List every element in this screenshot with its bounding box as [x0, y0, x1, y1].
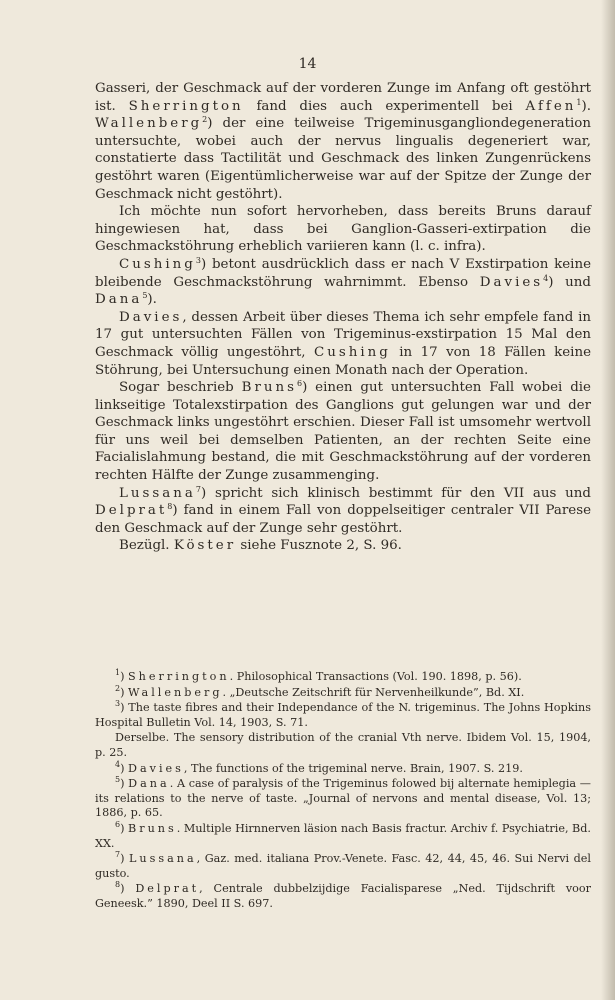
text-run: , The functions of the trigeminal nerve. Brain, 1907. S. 219. [183, 761, 523, 775]
text-run: ) spricht sich klinisch bestimmt für den VII aus und [200, 485, 591, 501]
footnote [95, 759, 591, 777]
text-run: Gasseri, der Geschmack auf der vorderen Zunge im Anfang oft gestöhrt ist. [95, 81, 591, 114]
author-name: Dana [95, 292, 143, 308]
footnote-marker-paren: ) [120, 852, 129, 866]
footnote-ref: 2 [202, 115, 208, 125]
footnote-marker-paren: ) [120, 685, 129, 699]
author-name: Dana [128, 777, 170, 791]
text-run: siehe Fusznote 2, S. 96. [236, 538, 402, 554]
author-name: Affen [525, 98, 577, 114]
author-name: Wallenberg [95, 116, 203, 132]
author-name: Sherrington [128, 98, 244, 114]
footnote [95, 701, 591, 730]
paragraph [95, 80, 591, 203]
footnote-marker: 4 [115, 759, 121, 769]
author-name: Cushing [313, 344, 391, 360]
footnote [95, 882, 591, 911]
footnote [95, 819, 591, 851]
footnote [95, 852, 591, 881]
paragraph [95, 379, 591, 485]
text-run: ) einen gut untersuchten Fall wobei die linkseitige Totalexstirpation des Ganglions gut gelungen war und der Geschmack links ungestöhrt erschien. Dieser Fall ist umsomehr wertvoll für uns weil bei demselben Patienten, an der rechten Seite eine Facialislahmung bestand, die mit Geschmackstöhrung auf der vorderen rechten Hälfte der Zunge zusammenging. [95, 380, 591, 484]
footnote-marker: 6 [115, 819, 121, 829]
text-run: Bezügl. [119, 538, 174, 554]
text-run: ) der eine teilweise Trigeminusgangliondegeneration untersuchte, wobei auch der nervus lingualis degeneriert war, constatierte dass Tactilität und Geschmack des linken Zungenrückens gestöhrt waren (Eigentümlicherweise war auf der Spitze der Zunge der Geschmack nicht gestöhrt). [95, 116, 591, 202]
text-run: fand dies auch experimentell bei [243, 98, 526, 114]
footnote-marker-paren: ) [120, 670, 129, 683]
footnote-ref: 6 [296, 379, 303, 389]
footnote-ref: 4 [543, 273, 549, 283]
author-name: Köster [173, 538, 237, 554]
author-name: Lussana [128, 852, 197, 866]
text-run: , Centrale dubbelzijdige Facialisparese „Ned. Tijdschrift voor Geneesk.” 1890, Deel II S. 697. [95, 882, 591, 910]
author-name: Cushing [119, 256, 196, 272]
text-run: in 17 von 18 Fällen keine Stöhrung, bei Untersuchung einen Monath nach der Operation. [95, 344, 592, 378]
author-name: Davies [479, 274, 544, 290]
footnote-ref: 5 [142, 291, 148, 301]
footnote-marker: 5 [115, 775, 121, 785]
paragraph [95, 537, 591, 555]
footnote-marker: 2 [115, 683, 121, 693]
footnote [95, 683, 591, 701]
author-name: Bruns [241, 380, 297, 396]
author-name: Davies [128, 761, 184, 775]
text-run: . „Deutsche Zeitschrift für Nervenheilkunde”, Bd. XI. [222, 685, 525, 699]
text-run: . Multiple Hirnnerven läsion nach Basis fractur. Archiv f. Psychiatrie, Bd. XX. [95, 821, 591, 850]
page-number: 14 [298, 56, 317, 72]
author-name: Bruns [128, 821, 177, 835]
footnote-marker: 1 [115, 668, 121, 677]
footnote-marker: 8 [115, 880, 121, 890]
author-name: Delprat [135, 882, 200, 896]
text-run: The taste fibres and their Independance of the N. trigeminus. The Johns Hopkins Hospital Bulletin Vol. 14, 1903, S. 71. [95, 701, 592, 729]
footnote [95, 731, 591, 760]
text-run: ) fand in einem Fall von doppelseitiger centraler VII Parese den Geschmack auf der Zunge sehr gestöhrt. [95, 503, 591, 536]
footnote-marker-paren: ) [120, 761, 129, 775]
author-name: Sherrington [128, 670, 230, 683]
author-name: Davies [119, 309, 183, 325]
footnote-ref: 1 [576, 97, 582, 107]
footnote [95, 670, 591, 685]
text-run: ) betont ausdrücklich dass er nach V Exstirpation keine bleibende Geschmackstöhrung wahrnimmt. Ebenso [95, 256, 591, 290]
text-run: Derselbe. The sensory distribution of the cranial Vth nerve. Ibidem Vol. 15, 1904, p. 25. [95, 731, 591, 759]
footnote-marker-paren: ) [120, 821, 129, 835]
text-run: , dessen Arbeit über dieses Thema ich sehr empfele fand in 17 gut untersuchten Fällen von Trigeminus-exstirpation 15 Mal den Geschmack völlig ungestöhrt, [95, 309, 591, 360]
paragraph [95, 256, 591, 309]
footnote-ref: 7 [195, 484, 201, 494]
author-name: Wallenberg [128, 685, 223, 699]
footnote-marker-paren: ) [120, 701, 129, 715]
author-name: Lussana [119, 485, 196, 501]
page-edge-shadow [601, 0, 615, 1000]
text-run: ) und [548, 274, 591, 290]
footnote-marker: 3 [115, 699, 121, 709]
text-run: . A case of paralysis of the Trigeminus folowed bij alternate hemiplegia — its relations to the nerve of taste. „Journal of nervons and mental disease, Vol. 13; 1886, p. 65. [95, 777, 591, 820]
footnote-ref: 8 [167, 502, 173, 512]
text-run: . Philosophical Transactions (Vol. 190. 1898, p. 56). [229, 670, 522, 683]
footnotes [95, 670, 591, 913]
text-run: Ich möchte nun sofort hervorheben, dass bereits Bruns darauf hingewiesen hat, dass bei Ganglion-Gasseri-extirpation die Geschmackstöhrung erheblich variieren kann (l. c. infra). [95, 204, 591, 255]
main-text [95, 80, 591, 555]
footnote [95, 777, 591, 821]
paragraph [95, 485, 591, 538]
text-run: ). [147, 292, 157, 308]
paragraph [95, 309, 591, 379]
footnote-marker-paren: ) [120, 882, 136, 896]
footnote-marker-paren: ) [120, 777, 129, 791]
author-name: Delprat [95, 503, 168, 519]
footnote-marker: 7 [115, 850, 121, 860]
text-run: , Gaz. med. italiana Prov.-Venete. Fasc. 42, 44, 45, 46. Sui Nervi del gusto. [95, 852, 592, 880]
paragraph [95, 203, 591, 256]
footnote-ref: 3 [195, 255, 201, 265]
text-run: ). [581, 98, 591, 114]
text-run: Sogar beschrieb [119, 380, 242, 396]
